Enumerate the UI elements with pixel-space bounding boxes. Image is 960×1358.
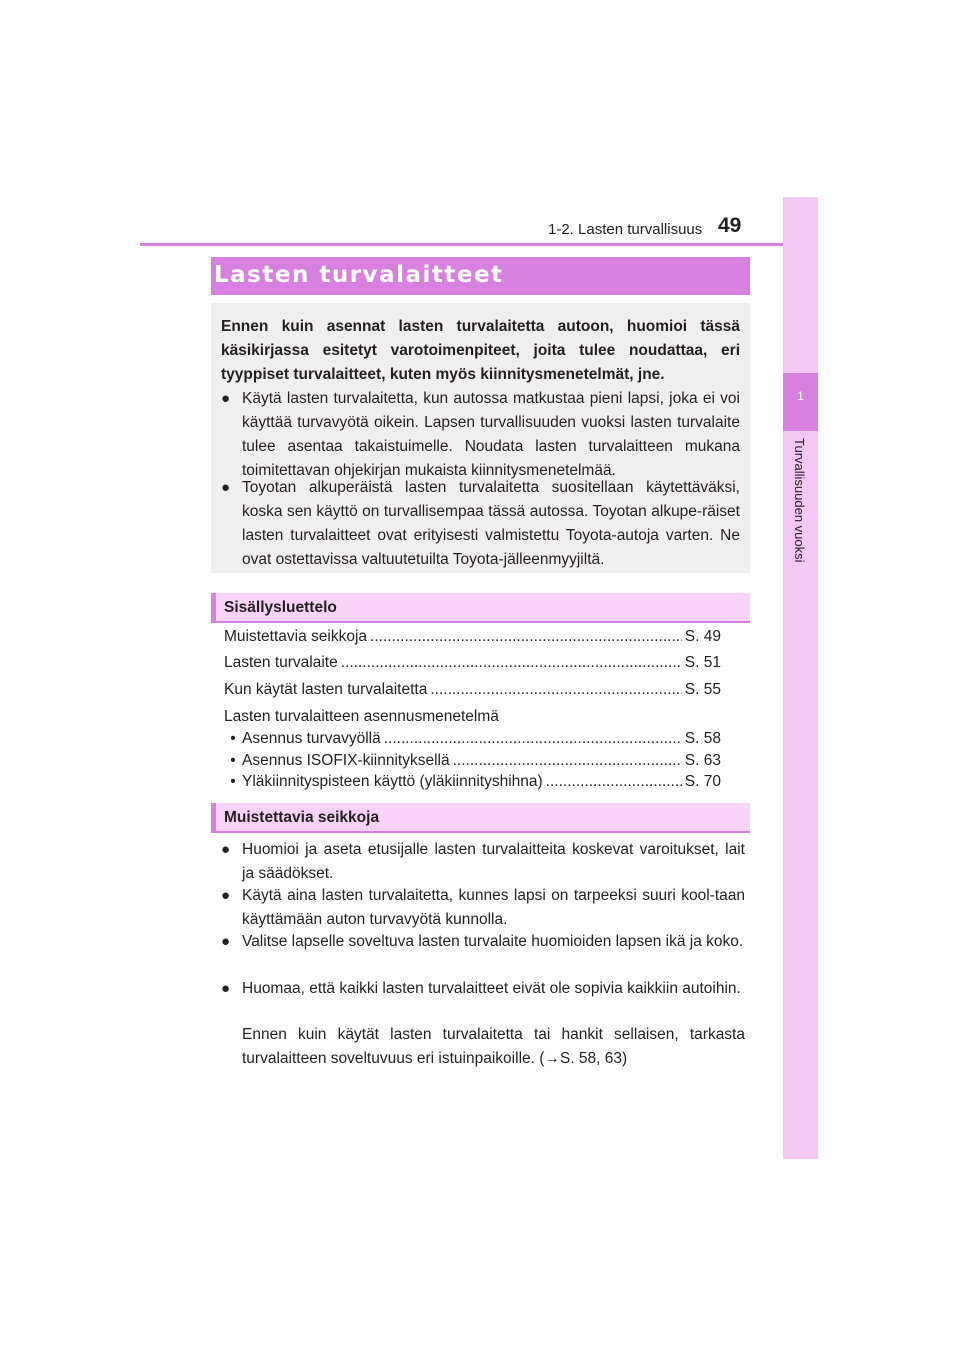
toc-leader bbox=[384, 729, 682, 749]
toc-subentry[interactable] bbox=[224, 751, 721, 771]
toc-subentry-page: S. 63 bbox=[684, 752, 721, 769]
toc-leader bbox=[341, 653, 682, 673]
toc-heading: Sisällysluettelo bbox=[224, 599, 337, 616]
toc-subentry[interactable] bbox=[224, 729, 721, 749]
remember-bullet-text: Huomioi ja aseta etusijalle lasten turvalaitteita koskevat varoitukset, lait ja säädökset. bbox=[242, 841, 745, 882]
toc-subentry[interactable] bbox=[224, 772, 721, 792]
intro-bullet-text: Käytä lasten turvalaitetta, kun autossa matkustaa pieni lapsi, joka ei voi käyttää turvavyötä oikein. Lapsen turvallisuuden vuoksi lasten turvalaite tulee asentaa takaistuimelle. Noudata lasten turvalaitteen mukana toimitettavan ohjekirjan mukaista kiinnitysmenetelmää. bbox=[242, 390, 740, 479]
toc-entry-page: S. 51 bbox=[684, 654, 721, 671]
remember-heading: Muistettavia seikkoja bbox=[224, 809, 380, 826]
toc-subentry-label: • Yläkiinnityspisteen käyttö (yläkiinnityshihna) bbox=[224, 772, 543, 792]
bullet-icon: ● bbox=[221, 980, 231, 997]
toc-entry-label: Muistettavia seikkoja bbox=[224, 628, 368, 645]
remember-bullet bbox=[221, 838, 745, 886]
remember-bullet-text: Huomaa, että kaikki lasten turvalaitteet eivät ole sopivia kaikkiin autoihin. bbox=[242, 980, 741, 997]
remember-bullet bbox=[221, 930, 745, 954]
side-tab-chapter-number: 1 bbox=[797, 389, 804, 403]
toc-entry-page: S. 55 bbox=[684, 681, 721, 698]
bullet-icon: ● bbox=[221, 390, 231, 407]
toc-leader bbox=[453, 751, 682, 771]
remember-continuation: Ennen kuin käytät lasten turvalaitetta tai hankit sellaisen, tarkasta turvalaitteen soveltuvuus eri istuinpaikoille. (→S. 58, 63) bbox=[242, 1026, 745, 1067]
toc-entry-page: S. 49 bbox=[684, 628, 721, 645]
intro-bullet bbox=[221, 387, 740, 483]
toc-entry-label: Lasten turvalaite bbox=[224, 654, 338, 671]
intro-bullet-text: Toyotan alkuperäistä lasten turvalaitetta suositellaan käytettäväksi, koska sen käyttö on turvallisempaa tässä autossa. Toyotan alkupe-räiset lasten turvalaitteet ovat erityisesti valmistettu Toyota-autoja varten. Ne ovat ostettavissa valtuutetuilta Toyota-jälleenmyyjiltä. bbox=[242, 479, 740, 568]
toc-leader bbox=[430, 680, 681, 700]
intro-bullet bbox=[221, 476, 740, 572]
bullet-icon: ● bbox=[221, 933, 231, 950]
remember-bullet bbox=[221, 977, 745, 1001]
side-tab-strip bbox=[783, 197, 818, 1159]
toc-leader bbox=[370, 627, 682, 647]
page-title: Lasten turvalaitteet bbox=[214, 262, 504, 288]
toc-group-label: Lasten turvalaitteen asennusmenetelmä bbox=[224, 708, 499, 725]
remember-bullet-text: Valitse lapselle soveltuva lasten turvalaite huomioiden lapsen ikä ja koko. bbox=[242, 933, 744, 950]
toc-subentry-page: S. 70 bbox=[684, 773, 721, 790]
toc-entry[interactable] bbox=[224, 653, 721, 673]
remember-bullet-text: Käytä aina lasten turvalaitetta, kunnes lapsi on tarpeeksi suuri kool-taan käyttämään auton turvavyötä kunnolla. bbox=[242, 887, 745, 928]
intro-lead: Ennen kuin asennat lasten turvalaitetta autoon, huomioi tässä käsikirjassa esitetyt varotoimenpiteet, joita tulee noudattaa, eri tyyppiset turvalaitteet, kuten myös kiinnitysmenetelmät, jne. bbox=[221, 318, 740, 383]
remember-bullet bbox=[221, 884, 745, 932]
side-tab-chapter-title: Turvallisuuden vuoksi bbox=[792, 438, 807, 563]
page-number: 49 bbox=[718, 214, 742, 237]
toc-entry[interactable] bbox=[224, 680, 721, 700]
toc-leader bbox=[546, 772, 682, 792]
bullet-icon: ● bbox=[221, 479, 231, 496]
toc-subentry-label: • Asennus turvavyöllä bbox=[224, 729, 381, 749]
bullet-icon: ● bbox=[221, 841, 231, 858]
toc-entry-label: Kun käytät lasten turvalaitetta bbox=[224, 681, 428, 698]
toc-entry[interactable] bbox=[224, 627, 721, 647]
toc-subentry-page: S. 58 bbox=[684, 730, 721, 747]
header-rule bbox=[140, 243, 818, 246]
bullet-icon: ● bbox=[221, 887, 231, 904]
toc-subentry-label: • Asennus ISOFIX-kiinnityksellä bbox=[224, 751, 450, 771]
section-reference: 1-2. Lasten turvallisuus bbox=[548, 221, 703, 238]
